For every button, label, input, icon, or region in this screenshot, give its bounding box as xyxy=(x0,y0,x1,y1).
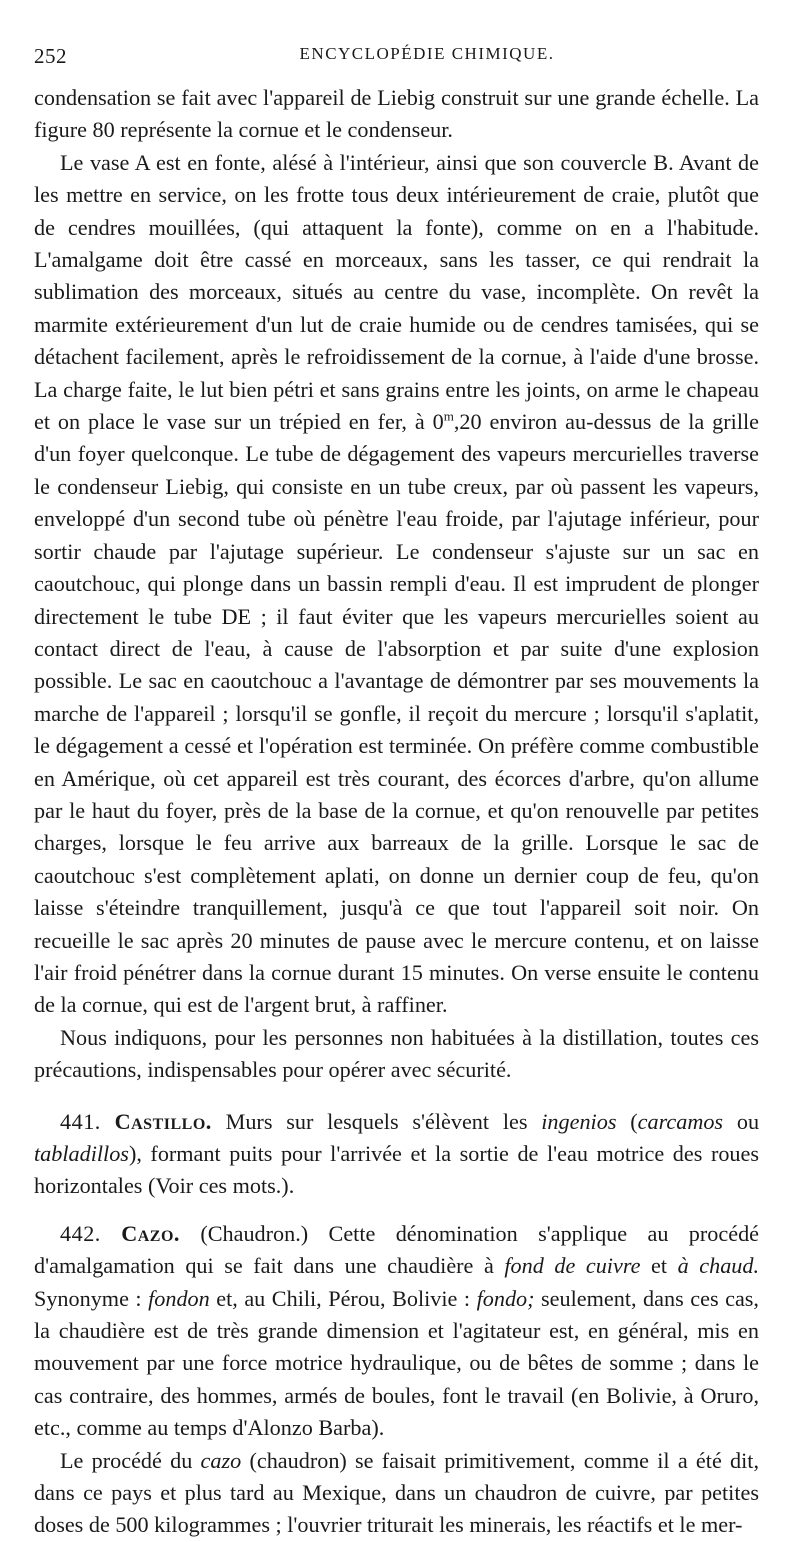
entry-number: 441. xyxy=(60,1108,101,1134)
entry-headword: Cazo. xyxy=(121,1220,180,1246)
paragraph-precautions: Nous indiquons, pour les personnes non habituées à la distillation, toutes ces précautions, indispensables pour opérer avec sécurité. xyxy=(34,1024,759,1083)
meter-unit-superscript: m xyxy=(443,408,454,424)
paragraph-condensation: condensation se fait avec l'appareil de Liebig construit sur une grande échelle. La figure 80 représente la cornue et le condenseur. xyxy=(34,85,759,143)
entry-text: ), formant puits pour l'arrivée et la sortie de l'eau motrice des roues horizontales (Voir ces mots.). xyxy=(34,1141,759,1199)
running-title: ENCYCLOPÉDIE CHIMIQUE. xyxy=(299,44,555,63)
page-number: 252 xyxy=(34,44,67,68)
entry-441 xyxy=(34,1106,759,1203)
paragraph-vase-part1: Le vase A est en fonte, alésé à l'intérieur, ainsi que son couvercle B. Avant de les mettre en service, on les frotte tous deux intérieurement de craie, plutôt que de cendres mouillées, (qui attaquent la fonte), comme on en a l'habitude. L'amalgame doit être cassé en morceaux, sans les tasser, ce qui rendrait la sublimation des morceaux, situés au centre du vase, incomplète. On revêt la marmite extérieurement d'un lut de craie humide ou de cendres tamisées, qui se détachent facilement, après le refroidissement de la cornue, à l'aide d'une brosse. La charge faite, le lut bien pétri et sans grains entre les joints, on arme le chapeau et on place le vase sur un trépied en fer, à 0 xyxy=(34,149,759,435)
entry-text: Synonyme : xyxy=(34,1285,142,1311)
paragraph-text: (chaudron) se faisait primitivement, comme il a été dit, dans ce pays et plus tard au Mexique, dans un chaudron de cuivre, par petites doses de 500 kilogrammes ; l'ouvrier triturait les minerais, les réactifs et le mer- xyxy=(34,1447,760,1538)
entry-headword: Castillo. xyxy=(114,1108,212,1134)
page-header xyxy=(34,44,760,72)
entry-term: carcamos xyxy=(637,1108,724,1134)
entry-text: seulement, dans ces cas, la chaudière est de très grande dimension et l'agitateur est, en général, mis en mouvement par une force motrice hydraulique, ou de bêtes de somme ; dans le cas contraire, des hommes, armés de boules, font le travail (en Bolivie, à Oruro, etc., comme au temps d'Alonzo Barba). xyxy=(34,1285,759,1441)
paragraph-vase-part2: ,20 environ au-dessus de la grille d'un foyer quelconque. Le tube de dégagement des vapeurs mercurielles traverse le condenseur Liebig, qui consiste en un tube creux, par où passent les vapeurs, enveloppé d'un second tube où pénètre l'eau froide, par l'ajutage inférieur, pour sortir chaude par l'ajutage supérieur. Le condenseur s'ajuste sur un sac en caoutchouc, qui plonge dans un bassin rempli d'eau. Il est imprudent de plonger directement le tube DE ; il faut éviter que les vapeurs mercurielles soient au contact direct de l'eau, à cause de l'absorption et par suite d'une explosion possible. Le sac en caoutchouc a l'avantage de démontrer par ses mouvements la marche de l'appareil ; lorsqu'il se gonfle, il reçoit du mercure ; lorsqu'il s'aplatit, le dégagement a cessé et l'opération est terminée. On préfère comme combustible en Amérique, où cet appareil est très courant, des écorces d'arbre, qu'on allume par le haut du foyer, près de la base de la cornue, et qu'on renouvelle par petites charges, lorsque le feu arrive aux barreaux de la grille. Lorsque le sac de caoutchouc s'est complètement aplati, on donne un dernier coup de feu, qu'on laisse s'éteindre tranquillement, jusqu'à ce que tout l'appareil soit noir. On recueille le sac après 20 minutes de pause avec le mercure contenu, et on laisse l'air froid pénétrer dans la cornue durant 15 minutes. On verse ensuite le contenu de la cornue, qui est de l'argent brut, à raffiner. xyxy=(34,409,759,1018)
entry-text: Murs sur lesquels s'élèvent les xyxy=(225,1108,528,1134)
entry-text: et xyxy=(651,1253,668,1279)
entry-text: ou xyxy=(736,1108,760,1134)
paragraph-cazo-process xyxy=(34,1445,759,1542)
paragraph-vase xyxy=(34,147,759,1022)
entry-442 xyxy=(34,1218,759,1445)
entry-text: (Chaudron.) Cette dénomination s'applique au procédé d'amalgamation qui se fait dans une chaudière à xyxy=(34,1220,760,1279)
paragraph-text: Le procédé du xyxy=(60,1447,193,1473)
body-text xyxy=(34,82,759,1542)
entry-term: tabladillos xyxy=(34,1141,129,1166)
paragraph-term: cazo xyxy=(200,1447,242,1473)
entry-number: 442. xyxy=(60,1220,101,1246)
entry-term: ingenios xyxy=(541,1108,617,1134)
entry-text: ( xyxy=(630,1108,638,1134)
entry-term: fondon xyxy=(148,1285,210,1311)
entry-term: fond de cuivre xyxy=(504,1253,641,1279)
entry-term: à chaud. xyxy=(677,1253,760,1279)
entry-term: fondo; xyxy=(476,1285,535,1311)
entry-text: et, au Chili, Pérou, Bolivie : xyxy=(216,1285,471,1311)
